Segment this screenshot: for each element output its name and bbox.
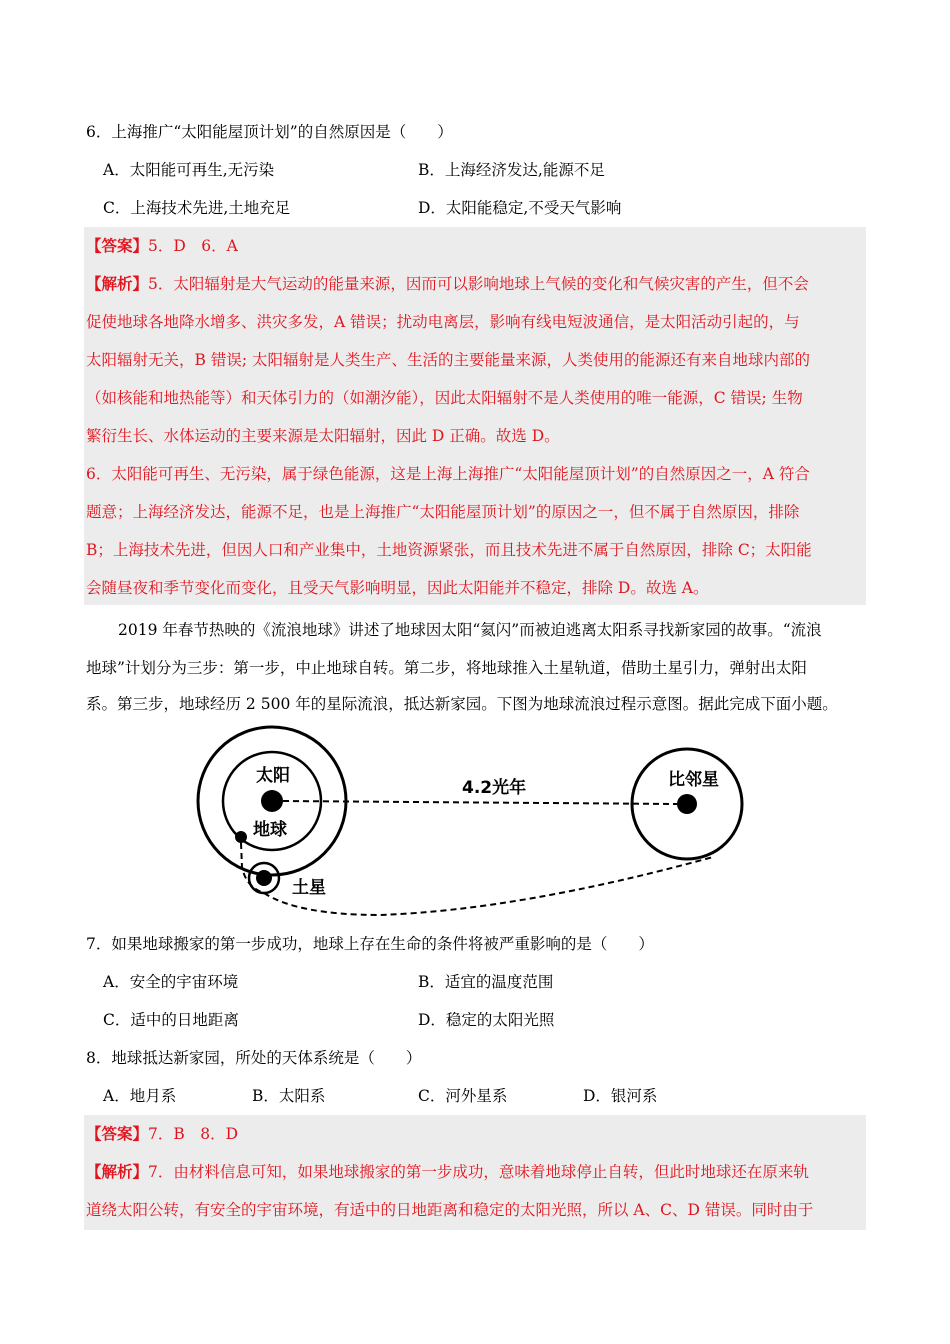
q6-option-b: B．上海经济发达,能源不足	[418, 161, 605, 179]
earth-label: 地球	[253, 820, 287, 840]
earth-migration-diagram	[180, 725, 780, 930]
material-line-3: 系。第三步，地球经历 2 500 年的星际流浪，抵达新家园。下图为地球流浪过程示意图。据此完成下面小题。	[86, 695, 838, 713]
analysis-1-line-2: 促使地球各地降水增多、洪灾多发，A 错误；扰动电离层，影响有线电短波通信，是太阳活动引起的，与	[86, 313, 800, 331]
q8-option-a: A．地月系	[103, 1087, 177, 1105]
q6-option-d: D．太阳能稳定,不受天气影响	[418, 199, 622, 217]
q6-option-c: C．上海技术先进,土地充足	[103, 199, 291, 217]
analysis-1-line-8: B；上海技术先进，但因人口和产业集中，土地资源紧张，而且技术先进不属于自然原因，排除 C；太阳能	[86, 541, 812, 559]
question-6-stem: 6．上海推广“太阳能屋顶计划”的自然原因是（ ）	[86, 123, 453, 141]
analysis-1-line-4: （如核能和地热能等）和天体引力的（如潮汐能），因此太阳辐射不是人类使用的唯一能源，C 错误; 生物	[86, 389, 803, 407]
q7-option-a: A．安全的宇宙环境	[103, 973, 239, 991]
analysis-1-line-1: 【解析】5．太阳辐射是大气运动的能量来源，因而可以影响地球上气候的变化和气候灾害的产生，但不会	[86, 274, 809, 293]
question-8-stem: 8．地球抵达新家园，所处的天体系统是（ ）	[86, 1049, 422, 1067]
sun-dot	[261, 790, 283, 812]
sun-label: 太阳	[256, 766, 290, 786]
analysis-2-line-2: 道绕太阳公转，有安全的宇宙环境，有适中的日地距离和稳定的太阳光照，所以 A、C、D 错误。同时由于	[86, 1201, 814, 1219]
analysis-1-line-9: 会随昼夜和季节变化而变化，且受天气影响明显，因此太阳能并不稳定，排除 D。故选 A。	[86, 579, 709, 597]
earth-dot	[235, 831, 247, 843]
distance-label: 4.2光年	[462, 778, 527, 798]
proxima-dot	[677, 794, 697, 814]
material-line-2: 地球”计划分为三步：第一步，中止地球自转。第二步，将地球推入土星轨道，借助土星引力，弹射出太阳	[86, 659, 807, 677]
material-line-1: 2019 年春节热映的《流浪地球》讲述了地球因太阳“氦闪”而被迫逃离太阳系寻找新家园的故事。“流浪	[118, 621, 822, 639]
q7-option-b: B．适宜的温度范围	[418, 973, 554, 991]
q7-option-c: C．适中的日地距离	[103, 1011, 239, 1029]
saturn-dot	[256, 870, 272, 886]
q8-option-d: D．银河系	[583, 1087, 658, 1105]
q8-option-b: B．太阳系	[252, 1087, 326, 1105]
q7-option-d: D．稳定的太阳光照	[418, 1011, 555, 1029]
q8-option-c: C．河外星系	[418, 1087, 508, 1105]
proxima-label: 比邻星	[668, 770, 719, 790]
analysis-2-line-1: 【解析】7．由材料信息可知，如果地球搬家的第一步成功，意味着地球停止自转，但此时地球还在原来轨	[86, 1162, 809, 1181]
analysis-1-line-7: 题意；上海经济发达，能源不足，也是上海推广“太阳能屋顶计划”的原因之一，但不属于自然原因，排除	[86, 503, 800, 521]
saturn-label: 土星	[292, 878, 326, 898]
distance-dashed-line	[283, 801, 677, 804]
q6-option-a: A．太阳能可再生,无污染	[103, 161, 275, 179]
analysis-1-line-5: 繁衍生长、水体运动的主要来源是太阳辐射，因此 D 正确。故选 D。	[86, 427, 560, 445]
question-7-stem: 7．如果地球搬家的第一步成功，地球上存在生命的条件将被严重影响的是（ ）	[86, 935, 654, 953]
answer-2: 【答案】7．B 8．D	[86, 1124, 239, 1143]
analysis-1-line-3: 太阳辐射无关，B 错误; 太阳辐射是人类生产、生活的主要能量来源，人类使用的能源还有来自地球内部的	[86, 351, 810, 369]
answer-1: 【答案】5．D 6．A	[86, 236, 238, 255]
analysis-1-line-6: 6．太阳能可再生、无污染，属于绿色能源，这是上海上海推广“太阳能屋顶计划”的自然原因之一，A 符合	[86, 465, 810, 483]
